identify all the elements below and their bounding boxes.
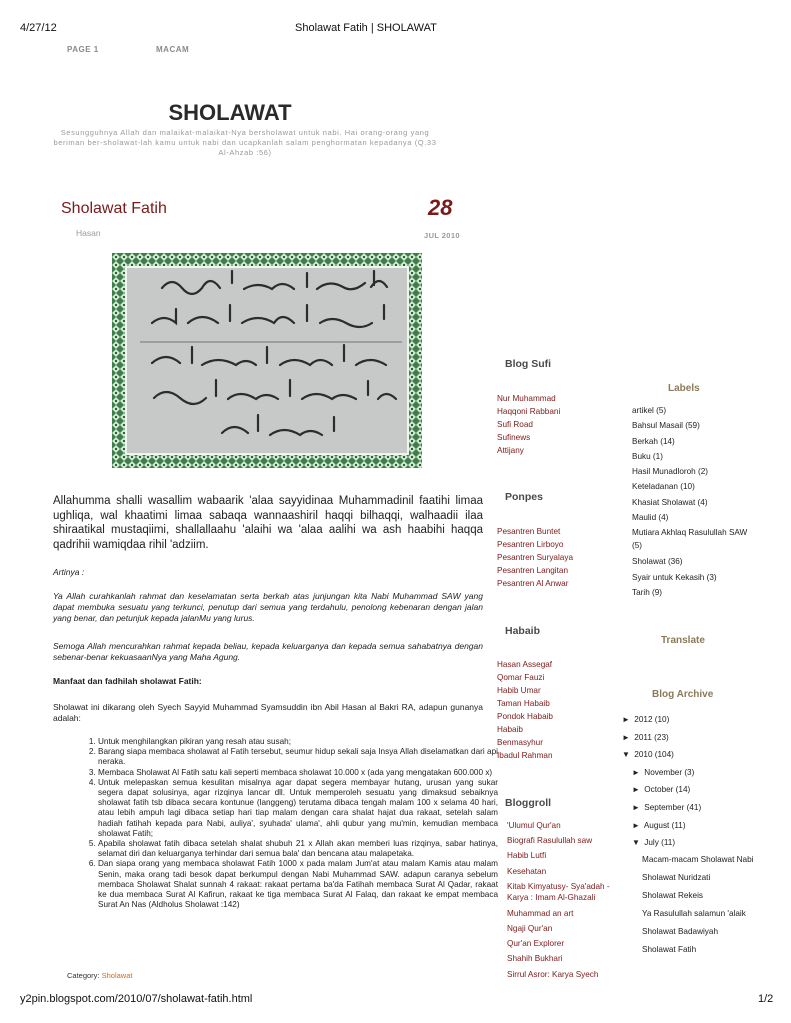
- habaib-link[interactable]: Habaib: [497, 725, 523, 734]
- blogroll-link[interactable]: Muhammad an art: [507, 908, 574, 918]
- artinya-label: Artinya :: [53, 567, 85, 577]
- blogroll-link[interactable]: Biografi Rasulullah saw: [507, 836, 593, 846]
- post-latin-text: Allahumma shalli wasallim wabaarik 'alaa sayyidinaa Muhammadinil faatihi limaa ughliqa, wal khaatimi limaa sabaqa wannaashiril haqqi bilhaqqi, walhaadii ilaa shiraatikal mustaqiimi, shallallaahu 'alaihi wa 'alaa aalihi wa ash haabihi haqqa qadrihii wamiqdaa rihil 'adziim.: [53, 495, 483, 551]
- labels-list: [632, 403, 752, 600]
- archive-month[interactable]: [632, 781, 772, 799]
- archive-month[interactable]: [632, 764, 772, 782]
- post-category: [67, 971, 132, 980]
- archive-year-label[interactable]: 2011 (23): [634, 732, 669, 742]
- blogroll-link[interactable]: Kesehatan: [507, 866, 547, 876]
- post-title[interactable]: Sholawat Fatih: [61, 200, 167, 217]
- blog-sufi-links: [497, 392, 560, 457]
- expand-arrow-icon[interactable]: ►: [632, 767, 640, 777]
- archive-month-label[interactable]: October (14): [644, 785, 691, 795]
- category-link[interactable]: Sholawat: [101, 971, 133, 980]
- benefits-list: [82, 737, 498, 910]
- post-intro: Sholawat ini dikarang oleh Syech Sayyid Muhammad Syamsuddin ibn Abil Hasan al Bakri RA, adapun gunanya adalah:: [53, 702, 483, 723]
- blogroll-link[interactable]: Sirrul Asror: Karya Syech: [507, 969, 599, 979]
- expand-arrow-icon[interactable]: ►: [622, 715, 630, 724]
- blogroll-link[interactable]: Kitab Kimyatusy- Sya'adah - Karya : Imam Al-Ghazali: [507, 881, 610, 903]
- archive-month-label[interactable]: July (11): [644, 838, 676, 848]
- list-item: 3. Membaca Sholawat Al Fatih satu kali seperti membaca sholawat 10.000 x (ada yang mengatakan 600.000 x): [98, 768, 498, 778]
- labels-heading: Labels: [668, 383, 700, 394]
- habaib-links: [497, 658, 553, 762]
- archive-year[interactable]: [622, 729, 772, 747]
- archive-post-link[interactable]: Sholawat Nuridzati: [642, 873, 711, 882]
- expand-arrow-icon[interactable]: ►: [632, 820, 640, 830]
- archive-posts: [642, 853, 762, 961]
- blog-sufi-link[interactable]: Haqqoni Rabbani: [497, 407, 561, 416]
- label-link[interactable]: Keteladanan (10): [632, 482, 695, 492]
- list-item: 5. Apabila sholawat fatih dibaca setelah shalat shubuh 21 x Allah akan memberi luas rizqinya, sabar hatinya, selamat diri dan keluarganya terhindar dari semua bala' dan bencana atau malapetaka.: [98, 839, 498, 859]
- manfaat-heading: Manfaat dan fadhilah sholawat Fatih:: [53, 676, 202, 686]
- blogroll-link[interactable]: Shahih Bukhari: [507, 954, 563, 964]
- ponpes-links: [497, 525, 573, 590]
- post-prayer: Semoga Allah mencurahkan rahmat kepada beliau, kepada keluarganya dan kepada semua sahabatnya dengan sebenar-benar kekuasaanNya yang Maha Agung.: [53, 641, 483, 662]
- label-link[interactable]: Sholawat (36): [632, 557, 683, 567]
- ponpes-link[interactable]: Pesantren Langitan: [497, 566, 569, 575]
- blog-sufi-link[interactable]: Attijany: [497, 446, 524, 455]
- label-link[interactable]: Khasiat Sholawat (4): [632, 497, 708, 507]
- ponpes-link[interactable]: Pesantren Buntet: [497, 527, 561, 536]
- archive-month[interactable]: [632, 834, 772, 852]
- collapse-arrow-icon[interactable]: ▼: [622, 750, 630, 760]
- expand-arrow-icon[interactable]: ►: [632, 802, 640, 812]
- print-url: y2pin.blogspot.com/2010/07/sholawat-fatih.html: [20, 993, 253, 1005]
- ponpes-link[interactable]: Pesantren Suryalaya: [497, 553, 574, 562]
- blog-archive: [622, 711, 772, 852]
- archive-year[interactable]: [622, 711, 772, 729]
- blog-sufi-link[interactable]: Nur Muhammad: [497, 394, 556, 403]
- blogroll-link[interactable]: Ngaji Qur'an: [507, 924, 553, 934]
- list-item: 4. Untuk melepaskan semua kesulitan misalnya agar dapat segera membayar hutang, urusan yang sukar segera dapat solusinya, agar rizqinya lancar dll. Untuk memperoleh sesuatu yang dimaksud sebaiknya sholawat fatih tsb dibaca secara kontunue (langgeng) terutama dibaca tengah malam 100 x selama 40 hari, atau lebih ampuh lagi dibaca setiap hari tiap malam dengan cara shalat hajat dua rakaat, setelah salam hadiah fatihah kepada para Nabi, auliya', syuhada' ulama', ahli qubur yang mu'min, kemudian membaca sholawat Fatih;: [98, 778, 498, 839]
- calligraphy-image: [112, 253, 422, 468]
- archive-year-label[interactable]: 2012 (10): [634, 715, 670, 724]
- blogroll-link[interactable]: Habib Lutfi: [507, 851, 547, 861]
- habaib-link[interactable]: Taman Habaib: [497, 699, 550, 708]
- label-link[interactable]: Syair untuk Kekasih (3): [632, 572, 717, 582]
- label-link[interactable]: Bahsul Masail (59): [632, 421, 700, 431]
- blog-sufi-heading: Blog Sufi: [505, 358, 552, 370]
- print-page-number: 1/2: [758, 993, 774, 1005]
- label-link[interactable]: Tarih (9): [632, 587, 663, 597]
- translate-heading: Translate: [661, 635, 705, 646]
- ponpes-heading: Ponpes: [505, 491, 543, 503]
- label-link[interactable]: artikel (5): [632, 406, 667, 415]
- habaib-link[interactable]: Benmasyhur: [497, 738, 543, 747]
- archive-month-label[interactable]: November (3): [644, 767, 695, 777]
- ponpes-link[interactable]: Pesantren Al Anwar: [497, 579, 569, 588]
- blog-title[interactable]: SHOLAWAT: [168, 100, 292, 125]
- blog-description: Sesungguhnya Allah dan malaikat-malaikat-Nya bersholawat untuk nabi. Hai orang-orang yang beriman ber-sholawat-lah kamu untuk nabi dan ucapkanlah salam penghormatan kepadanya (Q.33 Al-Ahzab :56): [53, 128, 437, 157]
- label-link[interactable]: Berkah (14): [632, 436, 675, 446]
- archive-month-label[interactable]: August (11): [643, 820, 686, 830]
- archive-month[interactable]: [632, 799, 772, 817]
- archive-months: [622, 764, 772, 852]
- blogroll-link[interactable]: Qur'an Explorer: [507, 939, 565, 949]
- ponpes-link[interactable]: Pesantren Lirboyo: [497, 540, 564, 549]
- archive-post-link[interactable]: Sholawat Badawiyah: [642, 927, 719, 936]
- habaib-link[interactable]: Ibadul Rahman: [497, 751, 553, 760]
- expand-arrow-icon[interactable]: ►: [622, 732, 630, 742]
- archive-post-link[interactable]: Macam-macam Sholawat Nabi: [642, 855, 754, 864]
- archive-month-label[interactable]: September (41): [644, 802, 702, 812]
- archive-post-link[interactable]: Ya Rasulullah salamun 'alaik: [642, 909, 746, 918]
- post-author[interactable]: Hasan: [76, 228, 101, 238]
- category-label: Category:: [67, 971, 100, 980]
- post-translation: Ya Allah curahkanlah rahmat dan keselamatan serta berkah atas junjungan kita Nabi Muhammad SAW yang dapat membuka sesuatu yang terkunci, penutup dari semua yang terdahulu, penolong kebenaran dengan jalan yang benar, dan petunjuk kepada jalanMu yang lurus.: [53, 591, 483, 623]
- blogroll-links: [507, 818, 619, 982]
- archive-year[interactable]: [622, 746, 772, 764]
- print-date: 4/27/12: [20, 22, 57, 34]
- collapse-arrow-icon[interactable]: ▼: [632, 838, 640, 848]
- nav-page-1[interactable]: PAGE 1: [67, 45, 99, 54]
- label-link[interactable]: Mutiara Akhlaq Rasulullah SAW (5): [632, 528, 748, 550]
- blogroll-heading: Bloggroll: [505, 797, 552, 809]
- list-item: 6. Dan siapa orang yang membaca sholawat Fatih 1000 x pada malam Jum'at atau malam Kamis atau malam Senin, maka orang tadi besok dapat berkumpul dengan Nabi Muhammad SAW. adapun caranya sebelum membaca Sholawat Shalat sunnah 4 rakaat: rakaat pertama ba'da Fatihah membaca Surat Al Qadar, rakaat ke dua membaca Surat Al Kafirun, rakaat ke tiga membaca Surat Al Falaq, dan rakaat ke empat membaca Surat An Nas (Aldholus Sholawat :142): [98, 859, 498, 910]
- archive-post-link[interactable]: Sholawat Rekeis: [642, 891, 703, 900]
- blog-archive-heading: Blog Archive: [652, 689, 714, 700]
- habaib-link[interactable]: Hasan Assegaf: [497, 660, 553, 669]
- label-link[interactable]: Hasil Munadloroh (2): [632, 467, 708, 477]
- list-item: 2. Barang siapa membaca sholawat al Fatih tersebut, seumur hidup sekali saja Insya Allah diselamatkan dari api neraka.: [98, 747, 498, 767]
- habaib-link[interactable]: Habib Umar: [497, 686, 541, 695]
- blog-sufi-link[interactable]: Sufinews: [497, 433, 531, 442]
- print-title: Sholawat Fatih | SHOLAWAT: [295, 22, 437, 34]
- post-date-month: JUL 2010: [424, 231, 461, 240]
- nav-macam[interactable]: MACAM: [156, 45, 190, 54]
- habaib-heading: Habaib: [505, 625, 541, 637]
- archive-year-label[interactable]: 2010 (104): [634, 750, 674, 760]
- habaib-link[interactable]: Pondok Habaib: [497, 712, 553, 721]
- blogroll-link[interactable]: 'Ulumul Qur'an: [507, 821, 561, 830]
- habaib-link[interactable]: Qomar Fauzi: [497, 673, 545, 682]
- post-date-day: 28: [428, 195, 453, 220]
- label-link[interactable]: Buku (1): [632, 451, 663, 461]
- expand-arrow-icon[interactable]: ►: [632, 785, 640, 795]
- archive-month[interactable]: [632, 817, 772, 835]
- label-link[interactable]: Maulid (4): [632, 513, 669, 523]
- archive-post-link[interactable]: Sholawat Fatih: [642, 945, 697, 954]
- blog-sufi-link[interactable]: Sufi Road: [497, 420, 533, 429]
- list-item: 1. Untuk menghilangkan pikiran yang resah atau susah;: [98, 737, 498, 747]
